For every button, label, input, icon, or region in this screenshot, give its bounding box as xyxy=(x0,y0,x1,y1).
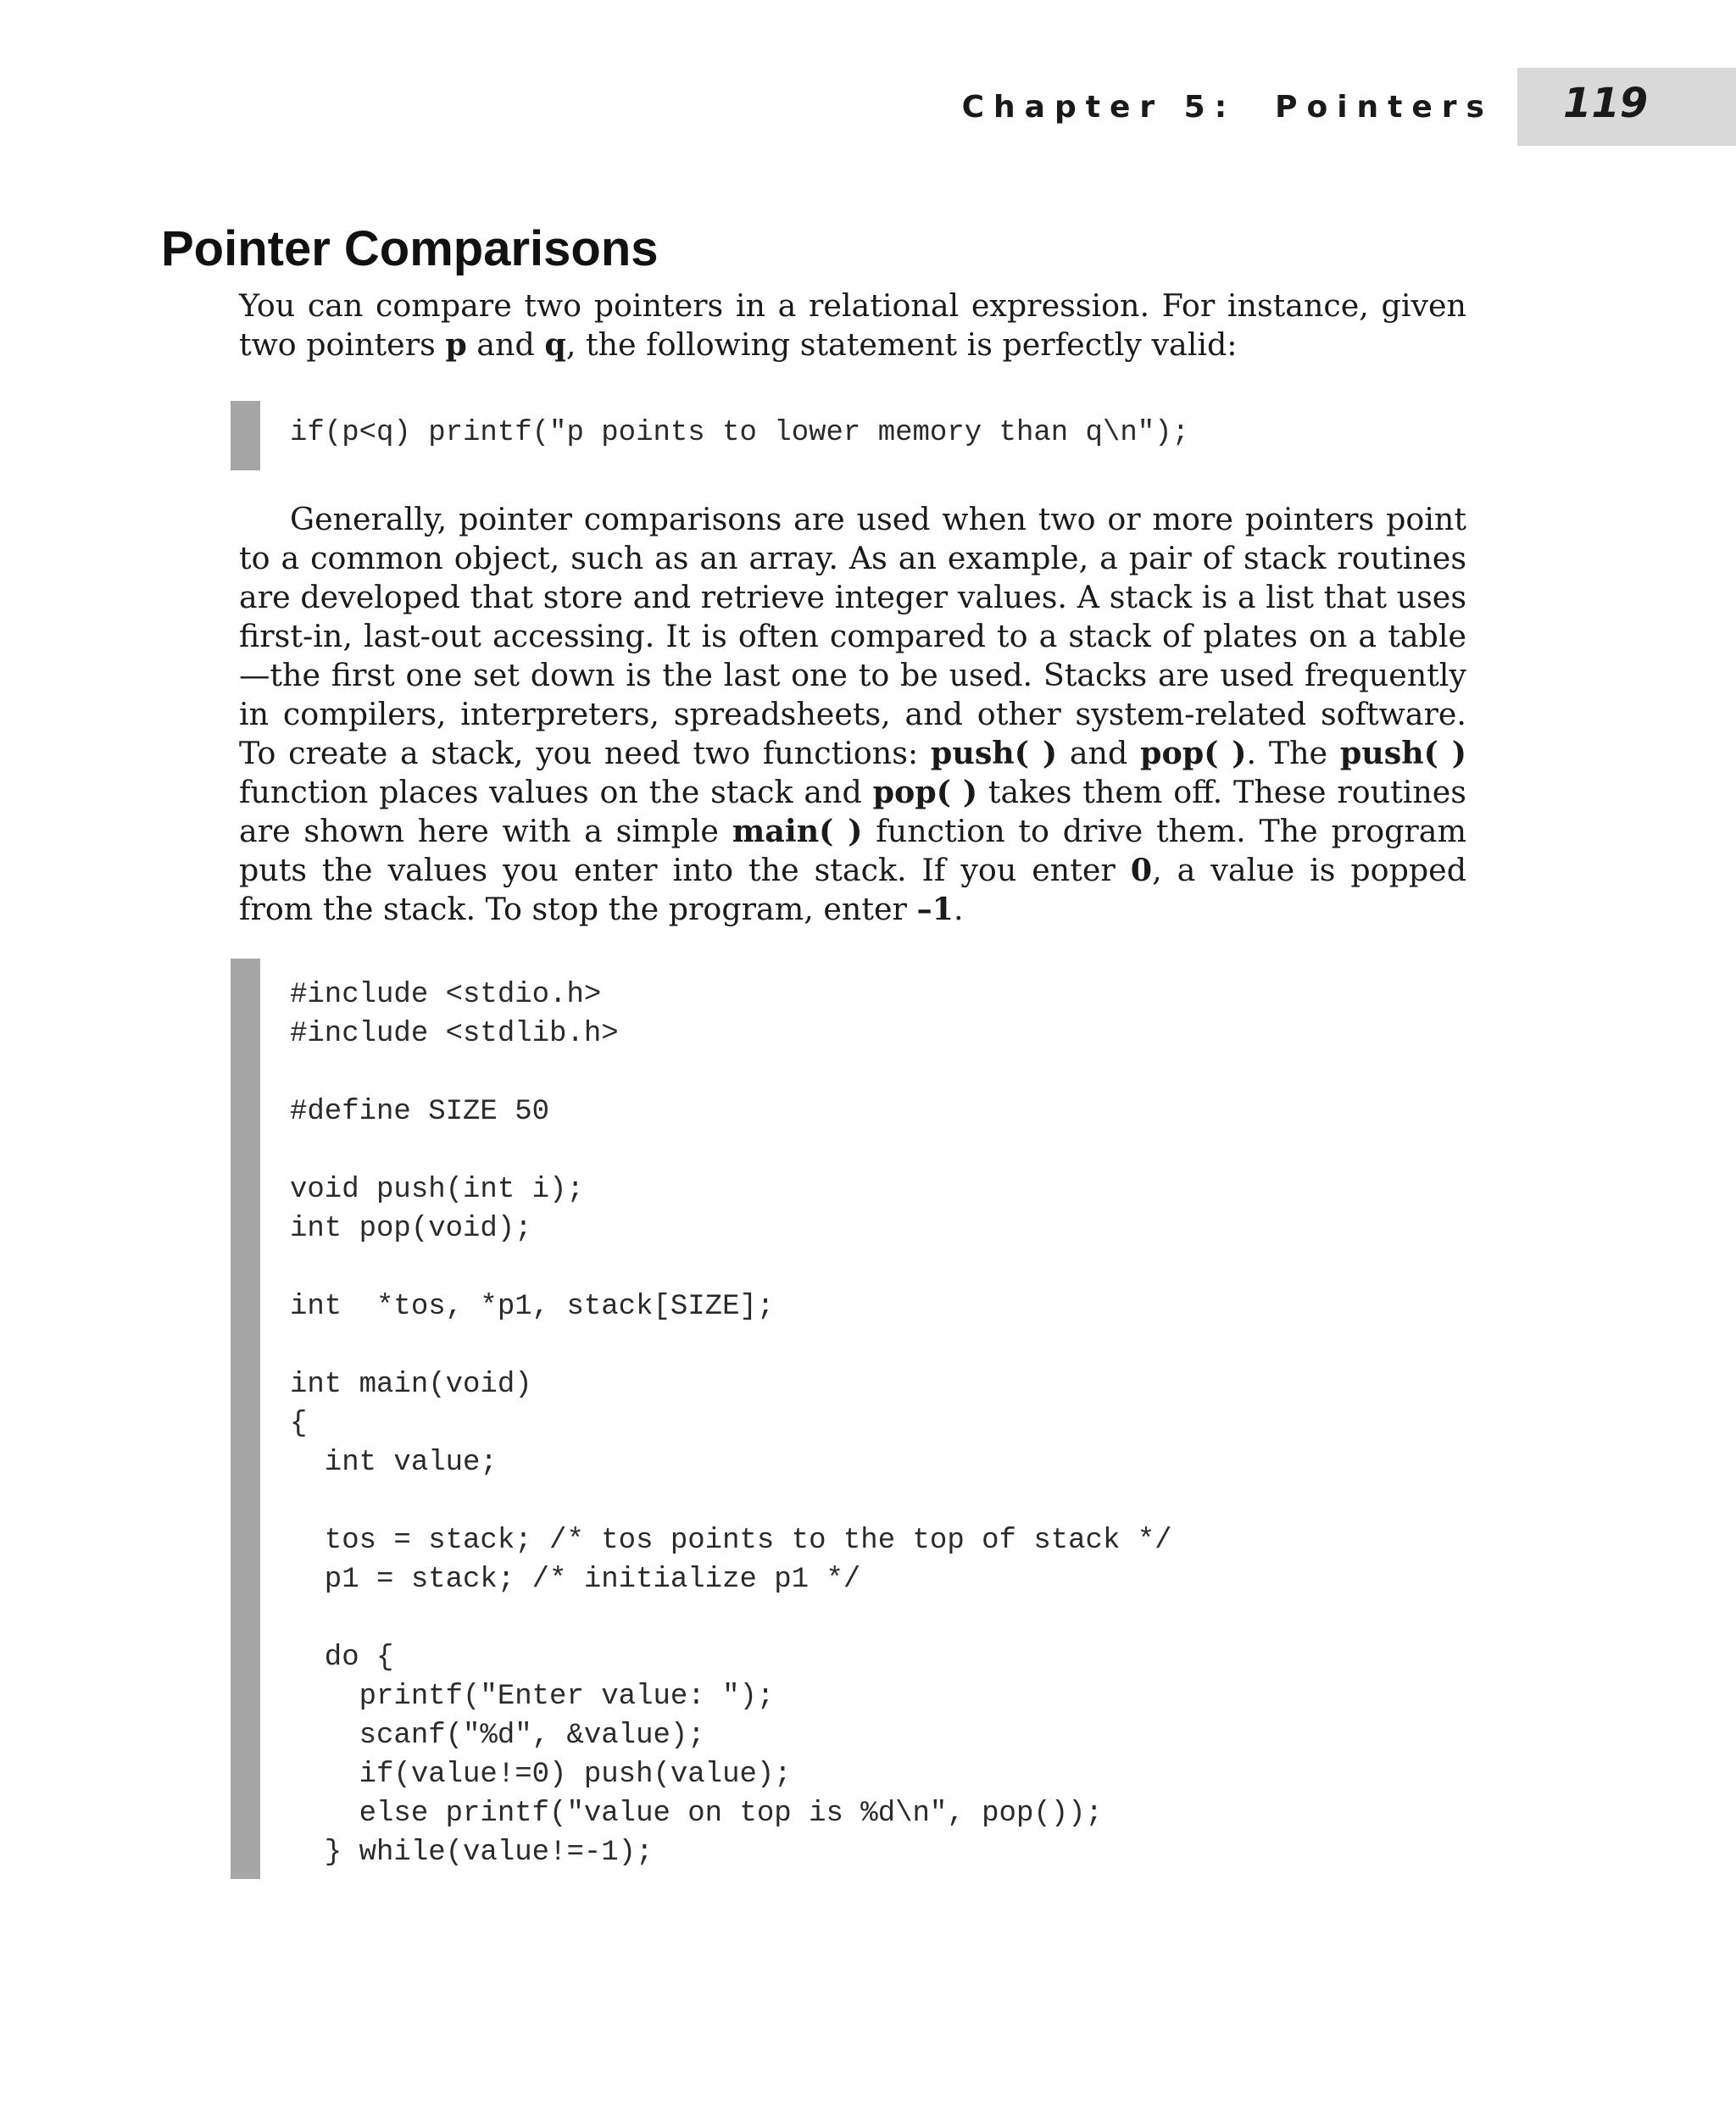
code-line xyxy=(290,1599,1172,1638)
code-line xyxy=(290,1326,1172,1365)
text-run: and xyxy=(1057,735,1141,771)
text-run: , a value is popped from the stack. To stop the program, enter xyxy=(239,852,1467,927)
text-run: function to drive them. The program puts the values you enter into the stack. If you enter xyxy=(239,813,1466,888)
text-run: . The xyxy=(1246,735,1340,771)
code-line: if(value!=0) push(value); xyxy=(290,1759,792,1791)
code-term: 0 xyxy=(1130,852,1153,888)
page-number: 119 xyxy=(1563,80,1649,127)
code-line xyxy=(290,1054,1172,1092)
code-term: p xyxy=(445,326,467,363)
code-line: printf("Enter value: "); xyxy=(290,1681,775,1713)
text-run: takes them off. These routines are shown here with a simple xyxy=(239,774,1466,849)
code-line: #include <stdlib.h> xyxy=(290,1018,619,1050)
text-run: . xyxy=(954,891,964,927)
code-line: scanf("%d", &value); xyxy=(290,1720,705,1752)
running-head xyxy=(0,68,1736,146)
code-term: main( ) xyxy=(732,813,863,849)
code-term: push( ) xyxy=(930,735,1058,771)
code-line: p1 = stack; /* initialize p1 */ xyxy=(290,1564,861,1596)
code-lines xyxy=(290,976,1172,1872)
code-line xyxy=(290,1131,1172,1170)
code-margin-bar xyxy=(231,959,260,1879)
code-term: push( ) xyxy=(1339,735,1466,771)
code-line: if(p<q) printf("p points to lower memory than q\n"); xyxy=(290,417,1189,449)
code-line: int pop(void); xyxy=(290,1213,532,1245)
code-line: tos = stack; /* tos points to the top of stack */ xyxy=(290,1525,1172,1557)
code-line: int main(void) xyxy=(290,1369,532,1401)
code-term: –1 xyxy=(916,891,954,927)
stack-paragraph xyxy=(239,500,1466,929)
code-line xyxy=(290,1482,1172,1521)
text-run: Generally, pointer comparisons are used when two or more pointers point to a common object, such as an array. As an example, a pair of stack routines are developed that store and retrieve integer values. A stack is a list that uses first-in, last-out accessing. It is often compared to a stack of plates on a table—the first one set down is the last one to be used. Stacks are used frequently in compilers, interpreters, spreadsheets, and other system-related software. To create a stack, you need two functions: xyxy=(239,501,1466,771)
text-run: You can compare two pointers in a relational expression. For instance, given two pointers xyxy=(239,287,1466,363)
code-line: do { xyxy=(290,1642,394,1674)
chapter-heading xyxy=(962,90,1494,125)
code-line: #include <stdio.h> xyxy=(290,979,602,1011)
text-run: , the following statement is perfectly valid: xyxy=(565,326,1238,363)
intro-paragraph xyxy=(239,286,1466,364)
code-line: int value; xyxy=(290,1447,498,1479)
code-margin-bar xyxy=(231,401,260,470)
code-term: pop( ) xyxy=(1140,735,1247,771)
code-line: void push(int i); xyxy=(290,1174,584,1206)
page-number-box xyxy=(1517,68,1736,146)
code-line: { xyxy=(290,1408,308,1440)
code-line: #define SIZE 50 xyxy=(290,1096,550,1128)
code-term: q xyxy=(544,326,566,363)
code-line: else printf("value on top is %d\n", pop()); xyxy=(290,1798,1103,1830)
code-lines xyxy=(290,414,1189,453)
code-line: } while(value!=-1); xyxy=(290,1837,654,1869)
chapter-title: Pointers xyxy=(1275,90,1494,125)
section-title: Pointer Comparisons xyxy=(161,221,659,276)
text-run: and xyxy=(466,326,545,363)
text-run: function places values on the stack and xyxy=(239,774,873,810)
code-term: pop( ) xyxy=(872,774,978,810)
chapter-label: Chapter 5: xyxy=(961,90,1237,125)
code-line: int *tos, *p1, stack[SIZE]; xyxy=(290,1291,775,1323)
code-line xyxy=(290,1248,1172,1287)
